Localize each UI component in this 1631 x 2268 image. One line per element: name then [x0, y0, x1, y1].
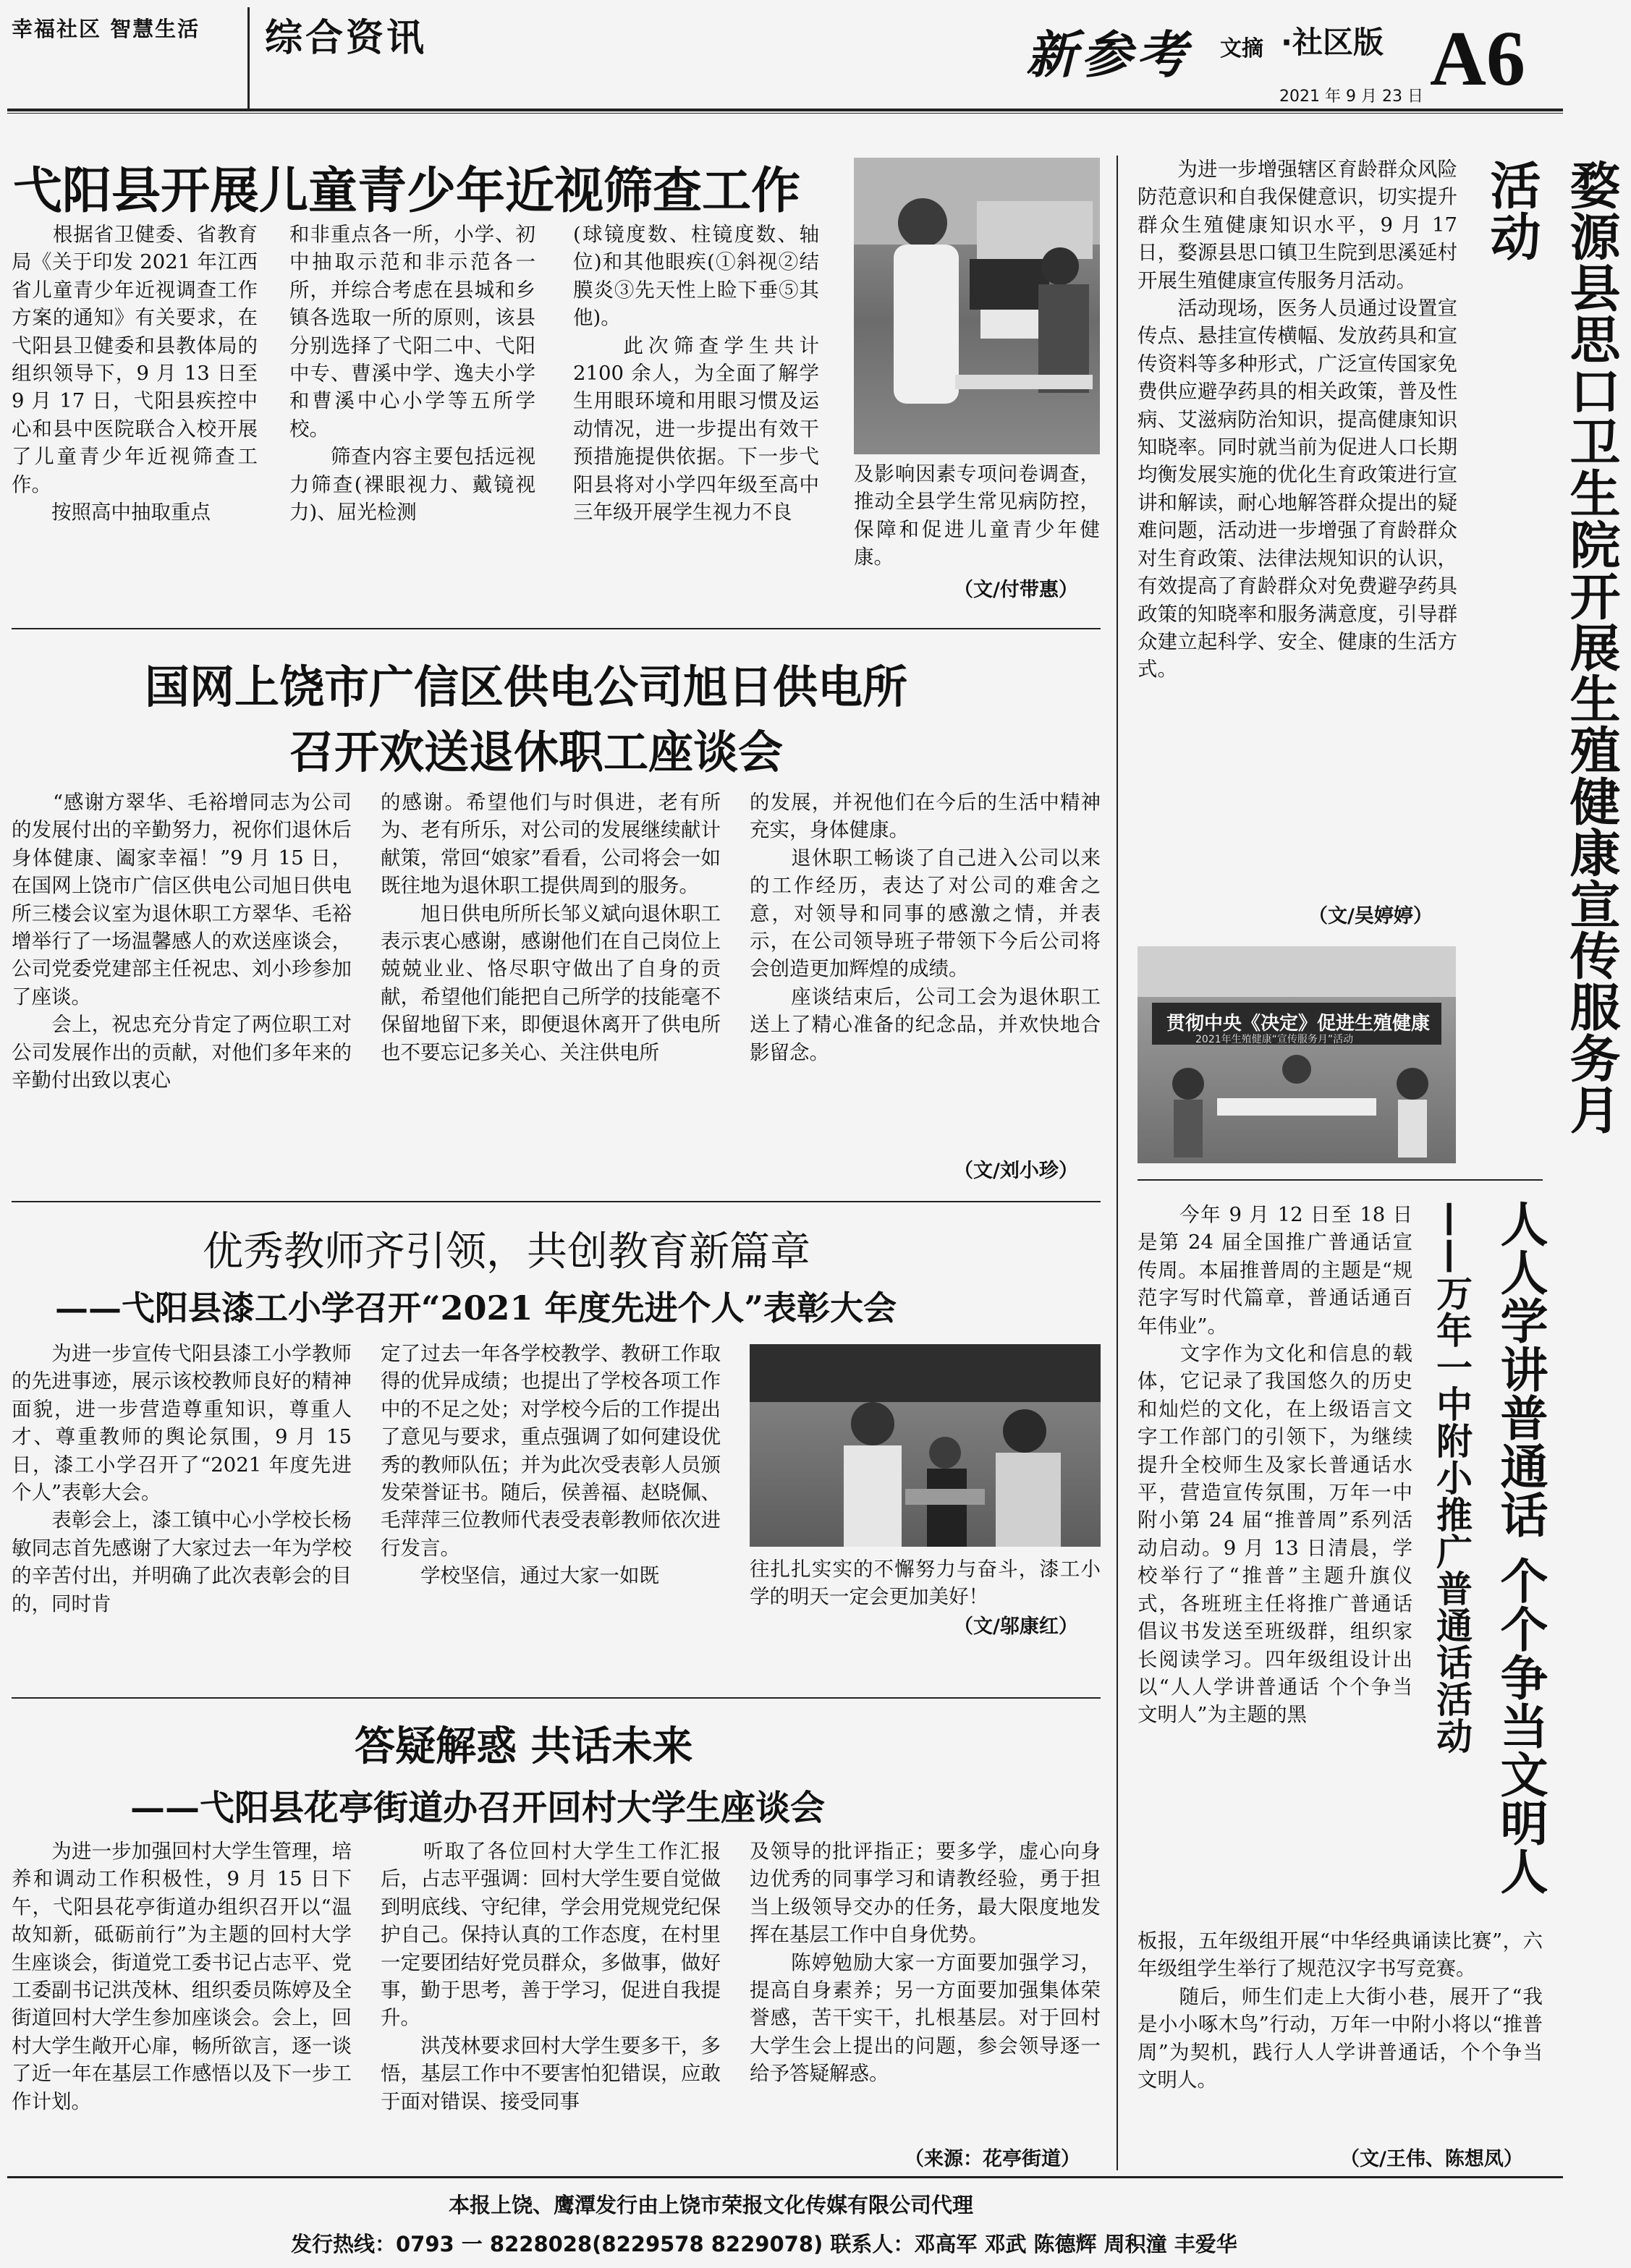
footer-contact: 发行热线：0793 一 8228028(8229578 8229078) 联系人：邓高军 邓武 陈德辉 周积潼 丰爱华 — [291, 2232, 1237, 2256]
article4-subtitle: ——弋阳县花亭街道办召开回村大学生座谈会 — [130, 1788, 826, 1828]
header-divider — [247, 7, 250, 109]
article4-col3: 及领导的批评指正；要多学，虚心向身边优秀的同事学习和请教经验，勇于担当上级领导交办的任务，最大限度地发挥在基层工作中自身优势。 陈婷勉励大家一方面要加强学习，提高自身素养；另一方面要加强集体荣誉感，苦干实干，扎根基层。对于回村大学生会上提出的问题，参会领导逐一给予答疑解惑。 — [750, 1840, 1101, 2086]
article3-byline: （文/邬康红） — [954, 1615, 1078, 1638]
article5-title: 婺源县思口卫生院开展生殖健康宣传服务月活动 — [1482, 159, 1621, 1135]
issue-date: 2021 年 9 月 23 日 — [1279, 88, 1423, 106]
article4-col2: 听取了各位回村大学生工作汇报后，占志平强调：回村大学生要自觉做到明底线、守纪律，学会用党规党纪保护自己。保持认真的工作态度，在村里一定要团结好党员群众，多做事，做好事，勤于思考，善于学习，促进自我提升。 洪茂林要求回村大学生要多干，多悟，基层工作中不要害怕犯错误，应敢于面对错误、接受同事 — [381, 1840, 721, 2113]
article4-byline: （来源：花亭街道） — [905, 2148, 1080, 2170]
article3-subtitle: ——弋阳县漆工小学召开“2021 年度先进个人”表彰大会 — [55, 1288, 897, 1328]
article3-title: 优秀教师齐引领，共创教育新篇章 — [203, 1228, 810, 1275]
article1-title: 弋阳县开展儿童青少年近视筛查工作 — [13, 162, 801, 220]
award-ceremony-photo — [750, 1344, 1101, 1547]
header-slogan: 幸福社区 智慧生活 — [12, 17, 200, 41]
masthead-wenzhai: 文摘 — [1220, 36, 1263, 61]
article-separator — [1138, 1179, 1543, 1181]
page-number: A6 — [1430, 16, 1525, 102]
article5-byline: （文/吴婷婷） — [1308, 905, 1433, 927]
article6-byline: （文/王伟、陈想凤） — [1340, 2148, 1523, 2170]
footer-rule — [7, 2176, 1563, 2178]
article2-title-line2: 召开欢送退休职工座谈会 — [289, 726, 784, 778]
article-separator — [12, 628, 1101, 629]
article4-col1: 为进一步加强回村大学生管理，培养和调动工作积极性，9 月 15 日下午，弋阳县花亭街道办组织召开以“温故知新，砥砺前行”为主题的回村大学生座谈会，街道党工委书记占志平、党工委副书记洪茂林、组织委员陈婷及全街道回村大学生参加座谈会。会上，回村大学生敞开心扉，畅所欲言，逐一谈了近一年在基层工作感悟以及下一步工作计划。 — [12, 1840, 352, 2113]
article5-body: 为进一步增强辖区育龄群众风险防范意识和自我保健意识，切实提升群众生殖健康知识水平，9 月 17 日，婺源县思口镇卫生院到思溪延村开展生殖健康宣传服务月活动。 活动现场，医务人员通过设置宣传点、悬挂宣传横幅、发放药具和宣传资料等多种形式，广泛宣传国家免费供应避孕药具的相关政策，普及性病、艾滋病防治知识，提高健康知识知晓率。同时就当前为促进人口长期均衡发展实施的优化生育政策进行宣讲和解读，耐心地解答群众提出的疑难问题，活动进一步增强了育龄群众对生育政策、法律法规知识的认识，有效提高了育龄群众对免费避孕药具政策的知晓率和服务满意度，引导群众建立起科学、安全、健康的生活方式。 — [1138, 158, 1457, 681]
header-rule — [7, 109, 1563, 111]
photo-banner-text: 贯彻中央《决定》促进生殖健康 — [1166, 1013, 1431, 1035]
article2-col1: “感谢方翠华、毛裕增同志为公司的发展付出的辛勤努力，祝你们退休后身体健康、阖家幸福！”9 月 15 日，在国网上饶市广信区供电公司旭日供电所三楼会议室为退休职工方翠华、毛裕增举行了一场温馨感人的欢送座谈会，公司党委党建部主任祝忠、刘小珍参加了座谈。 会上，祝忠充分肯定了两位职工对公司发展作出的贡献，对他们多年来的辛勤付出致以衷心 — [12, 791, 352, 1092]
column-divider — [1117, 156, 1118, 2170]
masthead-brand: 新参考 — [1026, 25, 1191, 85]
edition-label: ·社区版 — [1281, 25, 1384, 60]
article-separator — [12, 1201, 1101, 1202]
article1-byline: （文/付带惠） — [954, 579, 1078, 601]
article1-col1: 根据省卫健委、省教育局《关于印发 2021 年江西省儿童青少年近视调查工作方案的通知》有关要求，在弋阳县卫健委和县教体局的组织领导下，9 月 13 日至 9 月 17 日，弋阳县疾控中心和县中医院联合入校开展了儿童青少年近视筛查工作。 按照高中抽取重点 — [12, 223, 258, 524]
article6-body-top: 今年 9 月 12 日至 18 日是第 24 届全国推广普通话宣传周。本届推普周的主题是“规范字写时代篇章，普通话通百年伟业”。 文字作为文化和信息的载体，它记录了我国悠久的历史和灿烂的文化，在上级语言文字工作部门的引领下，为继续提升全校师生及家长普通话水平，营造宣传氛围，万年一中附小第 24 届“推普周”系列活动启动。9 月 13 日清晨，学校举行了“推普”主题升旗仪式，各班班主任将推广普通话倡议书发送至班级群，组织家长阅读学习。四年级组设计出以“人人学讲普通话 个个争当文明人”为主题的黑 — [1138, 1203, 1412, 1727]
section-title: 综合资讯 — [265, 17, 428, 60]
article6-title: 人人学讲普通话 个个争当文明人 — [1492, 1199, 1548, 1895]
photo-banner-subtext: 2021年生殖健康“宣传服务月”活动 — [1195, 1034, 1354, 1045]
article3-col2: 定了过去一年各学校教学、教研工作取得的优异成绩；也提出了学校各项工作中的不足之处；对学校今后的工作提出了意见与要求，重点强调了如何建设优秀的教师队伍；并为此次受表彰人员颁发荣誉证书。随后，侯善福、赵晓佩、毛萍萍三位教师代表受表彰教师依次进行发言。 学校坚信，通过大家一如既 — [381, 1342, 721, 1588]
award-ceremony-illustration — [750, 1344, 1101, 1547]
article6-subtitle: ——万年一中附小推广普通话活动 — [1431, 1201, 1473, 1754]
article2-col2: 的感谢。希望他们与时俱进，老有所为、老有所乐，对公司的发展继续献计献策，常回“娘家”看看，公司将会一如既往地为退休职工提供周到的服务。 旭日供电所所长邹义斌向退休职工表示衷心感谢，感谢他们在自己岗位上兢兢业业、恪尽职守做出了自身的贡献，希望他们能把自己所学的技能毫不保留地留下来，即便退休离开了供电所也不要忘记多关心、关注供电所 — [381, 791, 721, 1064]
article4-title: 答疑解惑 共话未来 — [355, 1723, 693, 1770]
eye-screening-illustration — [854, 158, 1100, 454]
eye-screening-photo — [854, 158, 1100, 454]
health-campaign-illustration — [1138, 946, 1456, 1163]
article-separator — [12, 1697, 1101, 1699]
article3-col1: 为进一步宣传弋阳县漆工小学教师的先进事迹，展示该校教师良好的精神面貌，进一步营造尊重知识，尊重人才、尊重教师的舆论氛围，9 月 15 日，漆工小学召开了“2021 年度先进个人”表彰大会。 表彰会上，漆工镇中心小学校长杨敏同志首先感谢了大家过去一年为学校的辛苦付出，并明确了此次表彰会的目的，同时肯 — [12, 1342, 352, 1615]
article2-title-line1: 国网上饶市广信区供电公司旭日供电所 — [145, 661, 908, 713]
article6-body-bottom: 板报，五年级组开展“中华经典诵读比赛”，六年级组学生举行了规范汉字书写竞赛。 随后，师生们走上大街小巷，展开了“我是小小啄木鸟”行动，万年一中附小将以“推普周”为契机，践行人人学讲普通话，个个争当文明人。 — [1138, 1929, 1543, 2092]
header-rule-thin — [7, 113, 1563, 114]
article1-col3: (球镜度数、柱镜度数、轴位)和其他眼疾(①斜视②结膜炎③先天性上睑下垂⑤其他)。 此次筛查学生共计 2100 余人，为全面了解学生用眼环境和用眼习惯及运动情况，进一步提出有效干预措施提供依据。下一步弋阳县将对小学四年级至高中三年级开展学生视力不良 — [573, 223, 819, 524]
article1-col2: 和非重点各一所，小学、初中抽取示范和非示范各一所，并综合考虑在县城和乡镇各选取一所的原则，该县分别选择了弋阳二中、弋阳中专、曹溪中学、逸夫小学和曹溪中心小学等五所学校。 筛查内容主要包括远视力筛查(裸眼视力、戴镜视力)、屈光检测 — [289, 223, 535, 524]
article1-col4: 及影响因素专项问卷调查，推动全县学生常见病防控，保障和促进儿童青少年健康。 — [854, 462, 1100, 569]
article2-byline: （文/刘小珍） — [954, 1160, 1078, 1182]
health-campaign-photo — [1138, 946, 1456, 1163]
footer-distribution: 本报上饶、鹰潭发行由上饶市荣报文化传媒有限公司代理 — [449, 2193, 974, 2217]
article3-col3: 往扎扎实实的不懈努力与奋斗，漆工小学的明天一定会更加美好！ — [750, 1558, 1101, 1609]
article2-col3: 的发展，并祝他们在今后的生活中精神充实，身体健康。 退休职工畅谈了自己进入公司以来的工作经历，表达了对公司的难舍之意，对领导和同事的感激之情，并表示，在公司领导班子带领下今后公司将会创造更加辉煌的成绩。 座谈结束后，公司工会为退休职工送上了精心准备的纪念品，并欢快地合影留念。 — [750, 791, 1101, 1064]
